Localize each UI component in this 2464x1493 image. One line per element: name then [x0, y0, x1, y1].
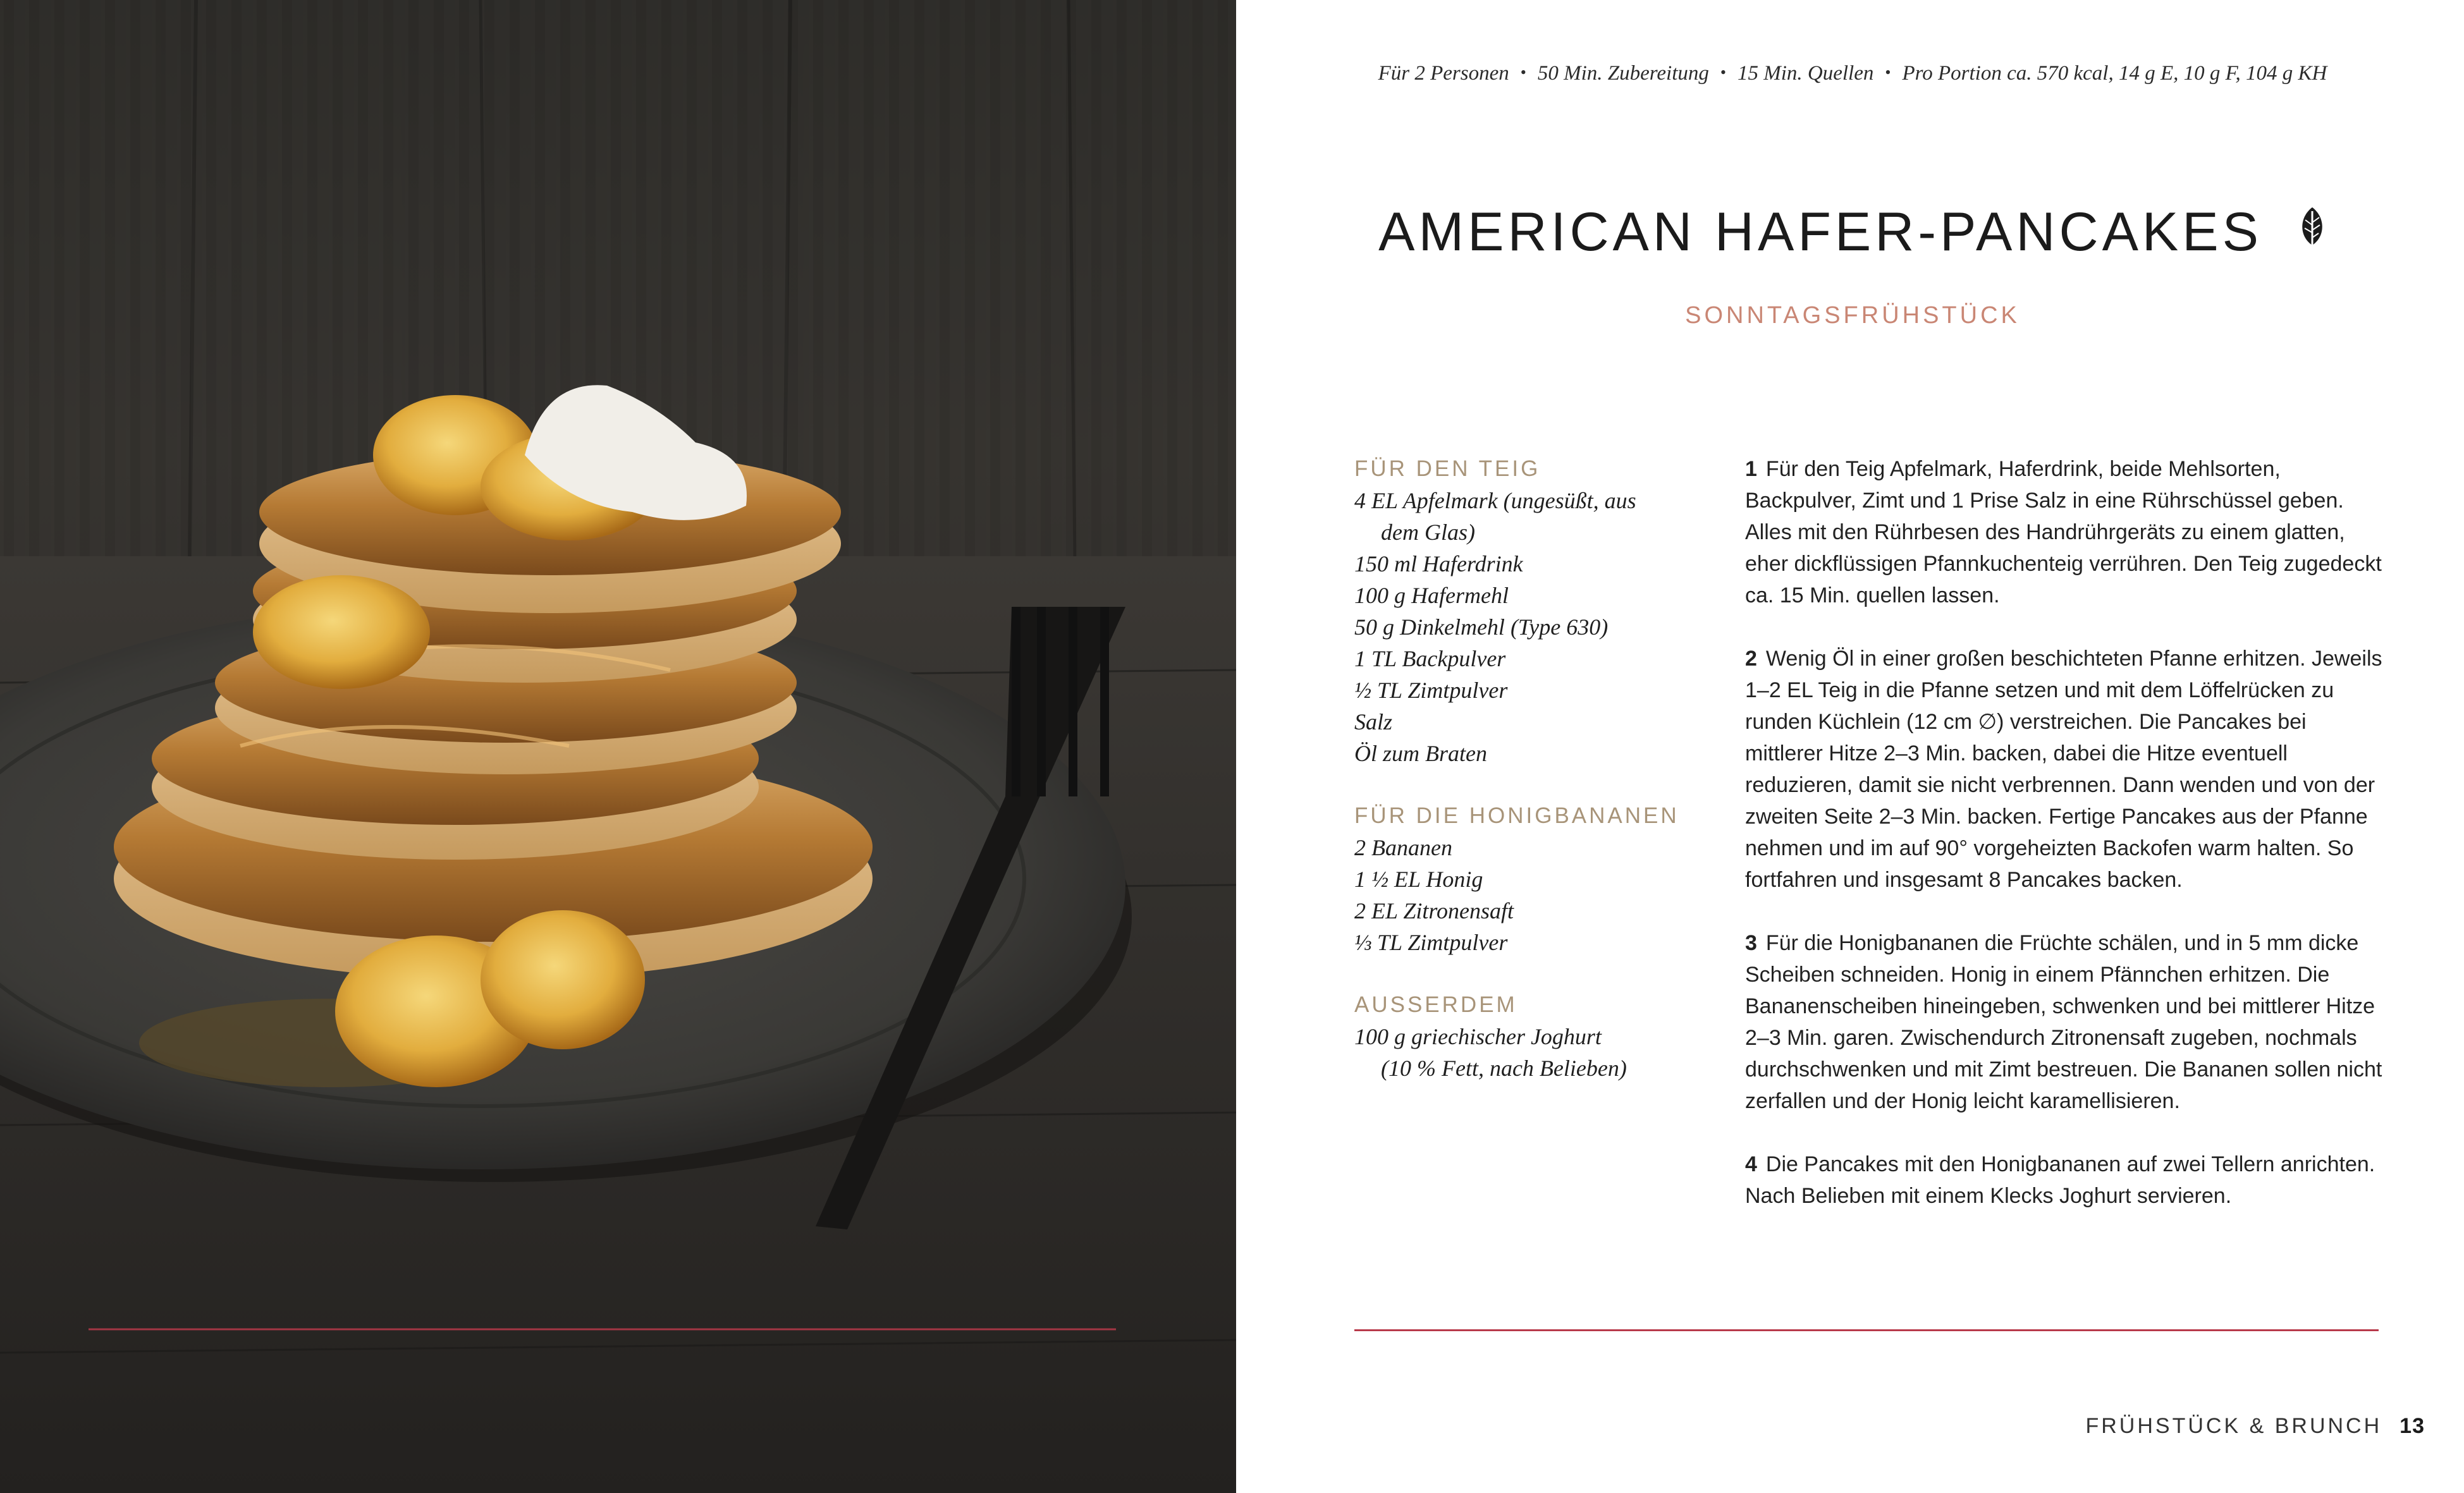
step-number: 2 [1745, 647, 1757, 671]
instructions-column [1745, 453, 2384, 1243]
ingredient-item: 4 EL Apfelmark (ungesüßt, aus dem Glas) [1354, 488, 1636, 545]
step-4 [1745, 1149, 2384, 1212]
ingredient-item: 150 ml Haferdrink [1354, 551, 1523, 576]
nutrition: Pro Portion ca. 570 kcal, 14 g E, 10 g F, 104 g KH [1902, 62, 2327, 85]
divider-rule [1354, 1329, 2379, 1331]
ingredient-item: Salz [1354, 709, 1393, 734]
ingredient-list [1354, 832, 1708, 958]
ingredient-item: ½ TL Zimtpulver [1354, 678, 1508, 703]
ingredient-item: ⅓ TL Zimtpulver [1354, 930, 1508, 955]
step-number: 4 [1745, 1152, 1757, 1176]
ingredient-item: 1 ½ EL Honig [1354, 867, 1483, 892]
step-text: Für den Teig Apfelmark, Haferdrink, beide Mehlsorten, Backpulver, Zimt und 1 Prise Salz in eine Rührschüssel geben. Alles mit den Rührbesen des Handrührgeräts zu einem glatten, eher dickflüssigen Pfannkuchenteig verrühren. Den Teig zugedeckt ca. 15 Min. quellen lassen. [1745, 457, 2382, 607]
step-text: Wenig Öl in einer großen beschichteten Pfanne erhitzen. Jeweils 1–2 EL Teig in die Pfanne setzen und mit dem Löffelrücken zu runden Küchlein (12 cm ∅) verstreichen. Die Pancakes bei mittlerer Hitze 2–3 Min. backen, dabei die Hitze eventuell reduzieren, damit sie nicht verbrennen. Dann wenden und von der zweiten Seite 2–3 Min. backen. Fertige Pancakes aus der Pfanne nehmen und im auf 90° vorgeheizten Backofen warm halten. So fortfahren und insgesamt 8 Pancakes backen. [1745, 647, 2382, 892]
ingredient-item: 100 g Hafermehl [1354, 583, 1509, 608]
ingredient-group-heading: FÜR DIE HONIGBANANEN [1354, 803, 1679, 828]
prep-time: 50 Min. Zubereitung [1537, 62, 1709, 85]
recipe-meta [1353, 62, 2352, 85]
step-number: 3 [1745, 931, 1757, 955]
separator-dot: • [1720, 63, 1726, 82]
separator-dot: • [1885, 63, 1891, 82]
ingredient-list [1354, 485, 1708, 769]
ingredient-list [1354, 1021, 1708, 1084]
ingredient-item: 2 EL Zitronensaft [1354, 898, 1514, 923]
section-name: FRÜHSTÜCK & BRUNCH [2085, 1414, 2382, 1438]
separator-dot: • [1520, 63, 1526, 82]
ingredients-column [1354, 453, 1708, 1115]
ingredient-group-heading: FÜR DEN TEIG [1354, 456, 1541, 481]
step-3 [1745, 927, 2384, 1117]
step-1 [1745, 453, 2384, 611]
leaf-icon [2298, 201, 2327, 264]
step-2 [1745, 643, 2384, 896]
servings: Für 2 Personen [1378, 62, 1509, 85]
ingredient-item: 100 g griechischer Joghurt (10 % Fett, nach Belieben) [1354, 1024, 1627, 1081]
step-text: Für die Honigbananen die Früchte schälen, und in 5 mm dicke Scheiben schneiden. Honig in einem Pfännchen erhitzen. Die Bananenscheiben hineingeben, schwenken und bei mittlerer Hitze 2–3 Min. garen. Zwischendurch Zitronensaft zugeben, nochmals durchschwenken und mit Zimt bestreuen. Die Bananen sollen nicht zerfallen und der Honig leicht karamellisieren. [1745, 931, 2382, 1113]
ingredient-item: Öl zum Braten [1354, 741, 1487, 766]
ingredient-item: 50 g Dinkelmehl (Type 630) [1354, 614, 1609, 640]
step-text: Die Pancakes mit den Honigbananen auf zwei Tellern anrichten. Nach Belieben mit einem Klecks Joghurt servieren. [1745, 1152, 2375, 1208]
ingredient-item: 1 TL Backpulver [1354, 646, 1506, 671]
page-footer [2085, 1414, 2425, 1439]
recipe-title: AMERICAN HAFER-PANCAKES [1378, 202, 2263, 262]
recipe-subtitle: SONNTAGSFRÜHSTÜCK [1685, 302, 2020, 329]
recipe-title-row [1353, 201, 2352, 267]
step-number: 1 [1745, 457, 1757, 481]
ingredient-item: 2 Bananen [1354, 835, 1452, 860]
page-number: 13 [2400, 1414, 2425, 1438]
rest-time: 15 Min. Quellen [1738, 62, 1874, 85]
ingredient-group-heading: AUSSERDEM [1354, 992, 1517, 1017]
